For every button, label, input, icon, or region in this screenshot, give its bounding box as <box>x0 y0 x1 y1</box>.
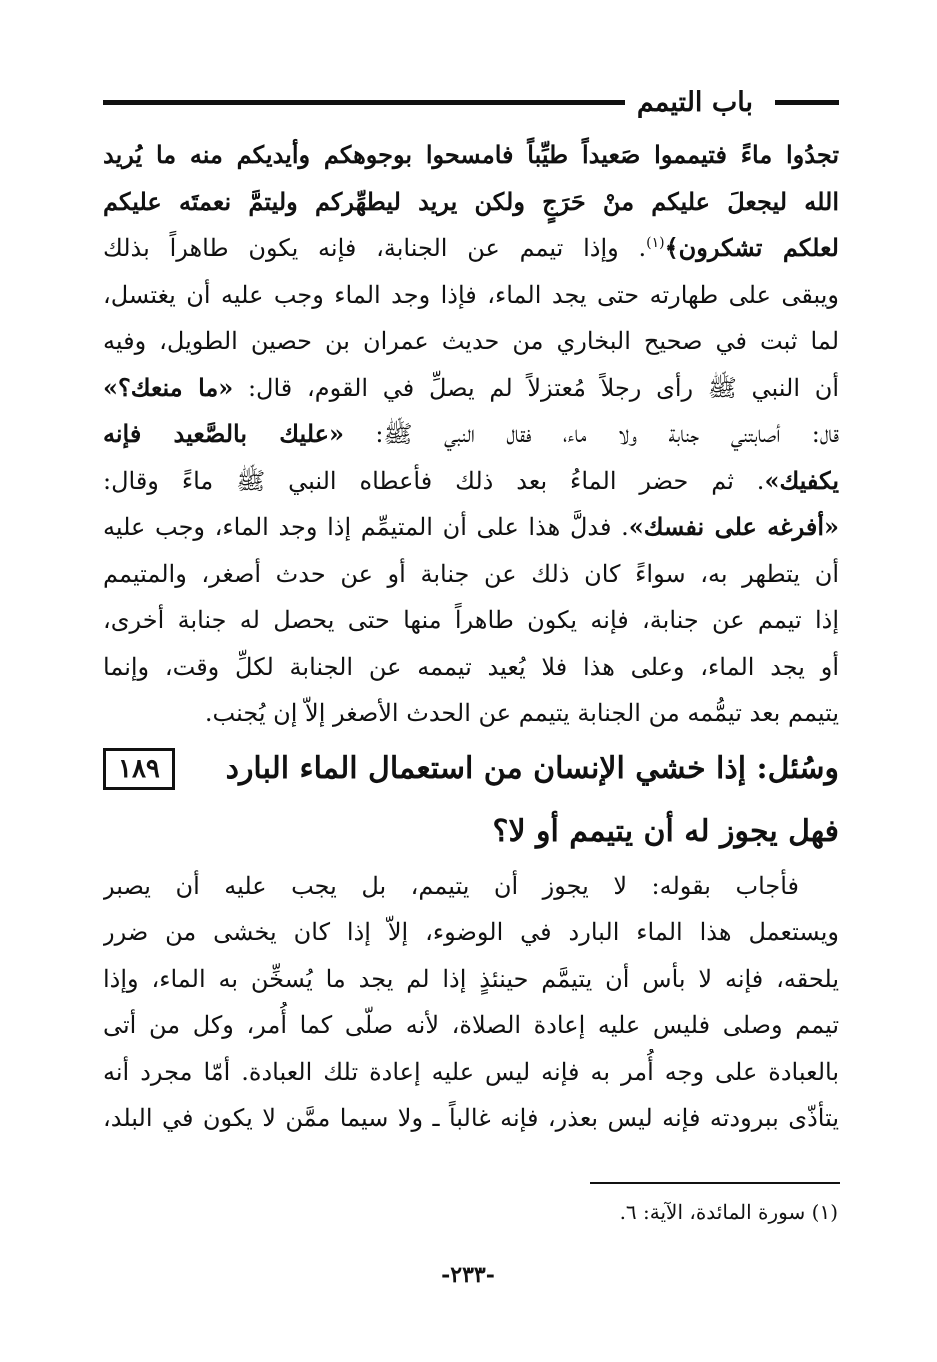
text-run: يتيمم بعد تيمُّمه من الجنابة يتيمم عن الحدث الأصغر إلاّ إن يُجنب. <box>204 699 839 727</box>
text-run: أن يتطهر به، سواءً كان ذلك عن جنابة أو عن حدث أصغر، والمتيمم <box>103 559 839 588</box>
answer-line: يلحقه، فإنه لا بأس أن يتيمَّم حينئذٍ إذا لم يجد ما يُسخِّن به الماء، وإذا <box>103 964 839 993</box>
text-run: لما ثبت في صحيح البخاري من حديث عمران بن حصين الطويل، وفيه <box>103 327 839 355</box>
text-run: أن النبي ﷺ رأى رجلاً مُعتزلاً لم يصلِّ في القوم، قال: <box>233 373 839 402</box>
header-rule-long <box>103 100 625 105</box>
answer-line: بالعبادة على وجه أُمر به فإنه ليس عليه إعادة تلك العبادة. أمّا مجرد أنه <box>103 1057 839 1086</box>
text-line <box>103 179 839 226</box>
text-line <box>103 644 839 691</box>
answer-line: فأجاب بقوله: لا يجوز أن يتيمم، بل يجب عليه أن يصبر <box>103 871 800 900</box>
text-run: «ما منعك؟» <box>103 372 234 402</box>
answer-line: تيمم وصلى فليس عليه إعادة الصلاة، لأنه صلّى كما أُمر، وكل من أتى <box>103 1011 839 1039</box>
paragraph-block <box>103 132 839 737</box>
question-heading <box>103 737 839 801</box>
answer-line: ويستعمل هذا الماء البارد في الوضوء، إلاّ إذا كان يخشى من ضرر <box>103 918 839 946</box>
main-text <box>103 132 839 1142</box>
text-line <box>103 551 839 598</box>
text-line <box>103 411 839 458</box>
text-run: «عليك بالصَّعيد فإنه <box>103 419 344 448</box>
question-line-1: وسُئل: إذا خشي الإنسان من استعمال الماء البارد <box>225 750 839 786</box>
text-line <box>103 690 839 737</box>
text-line <box>103 318 839 365</box>
text-line <box>103 458 839 505</box>
page-number: -٢٣٣- <box>441 1262 495 1288</box>
text-line <box>103 272 839 319</box>
question-number-badge: ١٨٩ <box>103 748 175 790</box>
footnote-separator <box>590 1182 840 1184</box>
text-run: . ثم حضر الماءُ بعد ذلك فأعطاه النبي ﷺ ماءً وقال: <box>103 466 765 495</box>
text-run: . وإذا تيمم عن الجنابة، فإنه يكون طاهراً بذلك <box>103 234 647 262</box>
chapter-title: باب التيمم <box>636 86 753 118</box>
text-line <box>103 132 839 179</box>
text-run: الله ليجعلَ عليكم منْ حَرَجٍ ولكن يريد ليطهِّركم وليتمَّ نعمتَه عليكم <box>103 186 839 216</box>
text-run: تجدُوا ماءً فتيمموا صَعيداً طيِّباً فامسحوا بوجوهكم وأيديكم منه ما يُريد <box>103 140 839 169</box>
text-run: «أفرغه على نفسك» <box>628 512 839 541</box>
header-rule-short <box>775 100 839 105</box>
footnote: (١) سورة المائدة، الآية: ٦. <box>619 1200 838 1224</box>
text-line <box>103 225 839 272</box>
text-line <box>103 597 839 644</box>
footnote-marker: (١) <box>646 235 665 251</box>
text-run: لعلكم تشكرون﴾ <box>664 233 839 262</box>
question-line-2: فهل يجوز له أن يتيمم أو لا؟ <box>492 813 839 849</box>
answer-block <box>103 863 839 1142</box>
text-run: أو يجد الماء، وعلى هذا فلا يُعيد تيممه عن الجنابة لكلِّ وقت، وإنما <box>103 652 839 681</box>
answer-line: يتأذّى ببرودته فإنه ليس بعذر، فإنه غالباً ـ ولا سيما ممَّن لا يكون في البلد، <box>103 1104 839 1132</box>
running-header <box>103 82 839 122</box>
text-line <box>103 365 839 412</box>
text-line <box>103 504 839 551</box>
text-run: . فدلَّ هذا على أن المتيمِّم إذا وجد الماء، وجب عليه <box>103 513 629 541</box>
text-run: ويبقى على طهارته حتى يجد الماء، فإذا وجد الماء وجب عليه أن يغتسل، <box>103 280 839 309</box>
text-run: قال: أصابتني جنابة ولا ماء، فقال النبي ﷺ: <box>343 420 839 448</box>
text-run: يكفيك» <box>764 465 839 495</box>
text-run: إذا تيمم عن جنابة، فإنه يكون طاهراً منها حتى يحصل له جنابة أخرى، <box>103 606 839 634</box>
